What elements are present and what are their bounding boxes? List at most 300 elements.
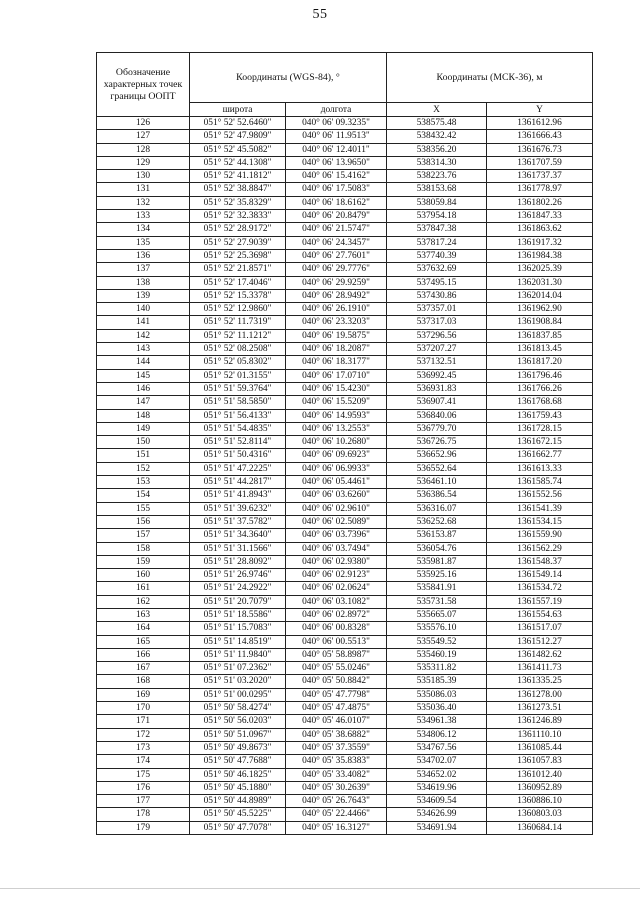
y-cell: 1361335.25 — [487, 675, 593, 688]
longitude-cell: 040° 05' 55.0246" — [286, 662, 387, 675]
point-number: 168 — [97, 675, 190, 688]
table-row — [97, 196, 593, 209]
table-row — [97, 595, 593, 608]
y-cell: 1362031.30 — [487, 276, 593, 289]
point-number: 176 — [97, 781, 190, 794]
y-cell: 1361559.90 — [487, 529, 593, 542]
longitude-cell: 040° 05' 46.0107" — [286, 715, 387, 728]
longitude-cell: 040° 05' 50.8842" — [286, 675, 387, 688]
table-row — [97, 422, 593, 435]
y-cell: 1361837.85 — [487, 329, 593, 342]
y-cell: 1362025.39 — [487, 263, 593, 276]
longitude-cell: 040° 06' 15.4162" — [286, 170, 387, 183]
longitude-cell: 040° 05' 35.8383" — [286, 755, 387, 768]
x-cell: 538059.84 — [387, 196, 487, 209]
longitude-cell: 040° 06' 20.8479" — [286, 210, 387, 223]
x-cell: 535665.07 — [387, 608, 487, 621]
header-y: Y — [487, 103, 593, 117]
longitude-cell: 040° 06' 27.7601" — [286, 249, 387, 262]
point-number: 128 — [97, 143, 190, 156]
latitude-cell: 051° 52' 17.4046" — [190, 276, 286, 289]
point-number: 165 — [97, 635, 190, 648]
table-row — [97, 675, 593, 688]
longitude-cell: 040° 06' 03.1082" — [286, 595, 387, 608]
y-cell: 1361549.14 — [487, 569, 593, 582]
table-row — [97, 755, 593, 768]
point-number: 140 — [97, 303, 190, 316]
x-cell: 535731.58 — [387, 595, 487, 608]
latitude-cell: 051° 52' 45.5082" — [190, 143, 286, 156]
x-cell: 534652.02 — [387, 768, 487, 781]
longitude-cell: 040° 05' 47.4875" — [286, 702, 387, 715]
y-cell: 1361728.15 — [487, 422, 593, 435]
longitude-cell: 040° 06' 15.4230" — [286, 382, 387, 395]
latitude-cell: 051° 51' 47.2225" — [190, 462, 286, 475]
longitude-cell: 040° 06' 03.7494" — [286, 542, 387, 555]
x-cell: 535311.82 — [387, 662, 487, 675]
point-number: 164 — [97, 622, 190, 635]
x-cell: 537954.18 — [387, 210, 487, 223]
x-cell: 536552.64 — [387, 462, 487, 475]
point-number: 127 — [97, 130, 190, 143]
x-cell: 534806.12 — [387, 728, 487, 741]
y-cell: 1361273.51 — [487, 702, 593, 715]
point-number: 151 — [97, 449, 190, 462]
y-cell: 1360952.89 — [487, 781, 593, 794]
header-wgs84-coordinates: Координаты (WGS-84), ° — [190, 53, 387, 103]
y-cell: 1361666.43 — [487, 130, 593, 143]
longitude-cell: 040° 06' 09.3235" — [286, 117, 387, 130]
latitude-cell: 051° 52' 44.1308" — [190, 156, 286, 169]
point-number: 132 — [97, 196, 190, 209]
table-row — [97, 249, 593, 262]
x-cell: 537317.03 — [387, 316, 487, 329]
y-cell: 1361554.63 — [487, 608, 593, 621]
longitude-cell: 040° 06' 02.9380" — [286, 555, 387, 568]
point-number: 163 — [97, 608, 190, 621]
table-row — [97, 409, 593, 422]
x-cell: 536153.87 — [387, 529, 487, 542]
latitude-cell: 051° 52' 25.3698" — [190, 249, 286, 262]
table-row — [97, 263, 593, 276]
latitude-cell: 051° 52' 28.9172" — [190, 223, 286, 236]
latitude-cell: 051° 50' 51.0967" — [190, 728, 286, 741]
latitude-cell: 051° 52' 41.1812" — [190, 170, 286, 183]
longitude-cell: 040° 06' 09.6923" — [286, 449, 387, 462]
y-cell: 1361768.68 — [487, 396, 593, 409]
latitude-cell: 051° 51' 26.9746" — [190, 569, 286, 582]
x-cell: 536652.96 — [387, 449, 487, 462]
longitude-cell: 040° 05' 33.4082" — [286, 768, 387, 781]
table-row — [97, 117, 593, 130]
longitude-cell: 040° 06' 14.9593" — [286, 409, 387, 422]
table-row — [97, 236, 593, 249]
latitude-cell: 051° 50' 44.8989" — [190, 795, 286, 808]
latitude-cell: 051° 51' 41.8943" — [190, 489, 286, 502]
longitude-cell: 040° 06' 02.0624" — [286, 582, 387, 595]
point-number: 177 — [97, 795, 190, 808]
point-number: 136 — [97, 249, 190, 262]
point-number: 172 — [97, 728, 190, 741]
table-row — [97, 768, 593, 781]
x-cell: 535576.10 — [387, 622, 487, 635]
x-cell: 538575.48 — [387, 117, 487, 130]
x-cell: 534961.38 — [387, 715, 487, 728]
longitude-cell: 040° 05' 30.2639" — [286, 781, 387, 794]
latitude-cell: 051° 52' 15.3378" — [190, 289, 286, 302]
table-row — [97, 223, 593, 236]
longitude-cell: 040° 06' 10.2680" — [286, 436, 387, 449]
latitude-cell: 051° 52' 01.3155" — [190, 369, 286, 382]
latitude-cell: 051° 51' 15.7083" — [190, 622, 286, 635]
table-row — [97, 210, 593, 223]
x-cell: 537495.15 — [387, 276, 487, 289]
table-row — [97, 369, 593, 382]
x-cell: 535086.03 — [387, 688, 487, 701]
x-cell: 537632.69 — [387, 263, 487, 276]
point-number: 160 — [97, 569, 190, 582]
latitude-cell: 051° 51' 44.2817" — [190, 476, 286, 489]
y-cell: 1361707.59 — [487, 156, 593, 169]
y-cell: 1361802.26 — [487, 196, 593, 209]
point-number: 170 — [97, 702, 190, 715]
point-number: 155 — [97, 502, 190, 515]
table-row — [97, 529, 593, 542]
latitude-cell: 051° 50' 45.5225" — [190, 808, 286, 821]
x-cell: 535981.87 — [387, 555, 487, 568]
point-number: 174 — [97, 755, 190, 768]
longitude-cell: 040° 06' 00.5513" — [286, 635, 387, 648]
point-number: 133 — [97, 210, 190, 223]
latitude-cell: 051° 50' 56.0203" — [190, 715, 286, 728]
longitude-cell: 040° 05' 58.8987" — [286, 648, 387, 661]
y-cell: 1361847.33 — [487, 210, 593, 223]
point-number: 162 — [97, 595, 190, 608]
point-number: 139 — [97, 289, 190, 302]
longitude-cell: 040° 06' 19.5875" — [286, 329, 387, 342]
y-cell: 1361085.44 — [487, 741, 593, 754]
y-cell: 1360684.14 — [487, 821, 593, 834]
x-cell: 536992.45 — [387, 369, 487, 382]
x-cell: 536840.06 — [387, 409, 487, 422]
table-row — [97, 515, 593, 528]
longitude-cell: 040° 06' 28.9492" — [286, 289, 387, 302]
latitude-cell: 051° 51' 54.4835" — [190, 422, 286, 435]
latitude-cell: 051° 52' 47.9809" — [190, 130, 286, 143]
longitude-cell: 040° 06' 06.9933" — [286, 462, 387, 475]
y-cell: 1361676.73 — [487, 143, 593, 156]
table-row — [97, 808, 593, 821]
table-row — [97, 635, 593, 648]
y-cell: 1360803.03 — [487, 808, 593, 821]
y-cell: 1361557.19 — [487, 595, 593, 608]
y-cell: 1361552.56 — [487, 489, 593, 502]
y-cell: 1361012.40 — [487, 768, 593, 781]
x-cell: 536907.41 — [387, 396, 487, 409]
page-bottom-rule — [0, 888, 640, 889]
table-row — [97, 648, 593, 661]
longitude-cell: 040° 05' 37.3559" — [286, 741, 387, 754]
point-number: 154 — [97, 489, 190, 502]
x-cell: 535036.40 — [387, 702, 487, 715]
table-row — [97, 329, 593, 342]
longitude-cell: 040° 06' 11.9513" — [286, 130, 387, 143]
table-row — [97, 795, 593, 808]
y-cell: 1361534.15 — [487, 515, 593, 528]
y-cell: 1360886.10 — [487, 795, 593, 808]
longitude-cell: 040° 06' 02.5089" — [286, 515, 387, 528]
table-row — [97, 715, 593, 728]
x-cell: 536252.68 — [387, 515, 487, 528]
y-cell: 1361482.62 — [487, 648, 593, 661]
latitude-cell: 051° 52' 21.8571" — [190, 263, 286, 276]
table-row — [97, 662, 593, 675]
x-cell: 538356.20 — [387, 143, 487, 156]
point-number: 135 — [97, 236, 190, 249]
longitude-cell: 040° 06' 00.8328" — [286, 622, 387, 635]
latitude-cell: 051° 51' 00.0295" — [190, 688, 286, 701]
x-cell: 536386.54 — [387, 489, 487, 502]
y-cell: 1361541.39 — [487, 502, 593, 515]
longitude-cell: 040° 06' 18.6162" — [286, 196, 387, 209]
longitude-cell: 040° 06' 18.2087" — [286, 343, 387, 356]
latitude-cell: 051° 50' 47.7078" — [190, 821, 286, 834]
longitude-cell: 040° 06' 26.1910" — [286, 303, 387, 316]
page-number: 55 — [312, 7, 328, 22]
longitude-cell: 040° 06' 23.3203" — [286, 316, 387, 329]
longitude-cell: 040° 06' 05.4461" — [286, 476, 387, 489]
point-number: 171 — [97, 715, 190, 728]
x-cell: 535185.39 — [387, 675, 487, 688]
table-row — [97, 170, 593, 183]
table-row — [97, 622, 593, 635]
y-cell: 1362014.04 — [487, 289, 593, 302]
point-number: 148 — [97, 409, 190, 422]
point-number: 158 — [97, 542, 190, 555]
x-cell: 535841.91 — [387, 582, 487, 595]
y-cell: 1361863.62 — [487, 223, 593, 236]
y-cell: 1361562.29 — [487, 542, 593, 555]
table-row — [97, 569, 593, 582]
point-number: 175 — [97, 768, 190, 781]
latitude-cell: 051° 50' 47.7688" — [190, 755, 286, 768]
table-row — [97, 356, 593, 369]
longitude-cell: 040° 06' 12.4011" — [286, 143, 387, 156]
table-row — [97, 289, 593, 302]
latitude-cell: 051° 50' 46.1825" — [190, 768, 286, 781]
latitude-cell: 051° 52' 35.8329" — [190, 196, 286, 209]
x-cell: 534626.99 — [387, 808, 487, 821]
point-number: 146 — [97, 382, 190, 395]
longitude-cell: 040° 06' 21.5747" — [286, 223, 387, 236]
table-row — [97, 741, 593, 754]
point-number: 126 — [97, 117, 190, 130]
point-number: 137 — [97, 263, 190, 276]
x-cell: 536054.76 — [387, 542, 487, 555]
y-cell: 1361512.27 — [487, 635, 593, 648]
latitude-cell: 051° 51' 28.8092" — [190, 555, 286, 568]
table-row — [97, 462, 593, 475]
coordinates-table — [96, 52, 593, 835]
x-cell: 538432.42 — [387, 130, 487, 143]
longitude-cell: 040° 06' 13.9650" — [286, 156, 387, 169]
point-number: 145 — [97, 369, 190, 382]
header-latitude: широта — [190, 103, 286, 117]
y-cell: 1361778.97 — [487, 183, 593, 196]
x-cell: 536461.10 — [387, 476, 487, 489]
longitude-cell: 040° 05' 22.4466" — [286, 808, 387, 821]
y-cell: 1361917.32 — [487, 236, 593, 249]
x-cell: 537207.27 — [387, 343, 487, 356]
y-cell: 1361534.72 — [487, 582, 593, 595]
latitude-cell: 051° 51' 24.2922" — [190, 582, 286, 595]
latitude-cell: 051° 51' 20.7079" — [190, 595, 286, 608]
x-cell: 537296.56 — [387, 329, 487, 342]
point-number: 131 — [97, 183, 190, 196]
longitude-cell: 040° 06' 03.6260" — [286, 489, 387, 502]
x-cell: 538223.76 — [387, 170, 487, 183]
y-cell: 1361278.00 — [487, 688, 593, 701]
point-number: 134 — [97, 223, 190, 236]
point-number: 167 — [97, 662, 190, 675]
y-cell: 1361612.96 — [487, 117, 593, 130]
point-number: 130 — [97, 170, 190, 183]
latitude-cell: 051° 51' 14.8519" — [190, 635, 286, 648]
header-msk36-coordinates: Координаты (МСК-36), м — [387, 53, 593, 103]
longitude-cell: 040° 06' 02.8972" — [286, 608, 387, 621]
table-row — [97, 555, 593, 568]
y-cell: 1361613.33 — [487, 462, 593, 475]
y-cell: 1361766.26 — [487, 382, 593, 395]
y-cell: 1361548.37 — [487, 555, 593, 568]
point-number: 141 — [97, 316, 190, 329]
y-cell: 1361817.20 — [487, 356, 593, 369]
y-cell: 1361813.45 — [487, 343, 593, 356]
table-row — [97, 396, 593, 409]
table-row — [97, 821, 593, 834]
x-cell: 537430.86 — [387, 289, 487, 302]
x-cell: 536931.83 — [387, 382, 487, 395]
table-row — [97, 582, 593, 595]
longitude-cell: 040° 06' 17.0710" — [286, 369, 387, 382]
longitude-cell: 040° 05' 16.3127" — [286, 821, 387, 834]
latitude-cell: 051° 52' 11.7319" — [190, 316, 286, 329]
longitude-cell: 040° 06' 18.3177" — [286, 356, 387, 369]
longitude-cell: 040° 06' 17.5083" — [286, 183, 387, 196]
y-cell: 1361672.15 — [487, 436, 593, 449]
x-cell: 538153.68 — [387, 183, 487, 196]
point-number: 149 — [97, 422, 190, 435]
y-cell: 1361908.84 — [487, 316, 593, 329]
header-longitude: долгота — [286, 103, 387, 117]
point-number: 153 — [97, 476, 190, 489]
latitude-cell: 051° 52' 38.8847" — [190, 183, 286, 196]
latitude-cell: 051° 52' 52.6460" — [190, 117, 286, 130]
x-cell: 538314.30 — [387, 156, 487, 169]
latitude-cell: 051° 52' 08.2508" — [190, 343, 286, 356]
x-cell: 534767.56 — [387, 741, 487, 754]
x-cell: 534691.94 — [387, 821, 487, 834]
table-row — [97, 183, 593, 196]
x-cell: 535925.16 — [387, 569, 487, 582]
y-cell: 1361110.10 — [487, 728, 593, 741]
table-row — [97, 728, 593, 741]
x-cell: 536726.75 — [387, 436, 487, 449]
y-cell: 1361246.89 — [487, 715, 593, 728]
x-cell: 536316.07 — [387, 502, 487, 515]
table-row — [97, 476, 593, 489]
table-row — [97, 608, 593, 621]
point-number: 173 — [97, 741, 190, 754]
point-number: 152 — [97, 462, 190, 475]
latitude-cell: 051° 50' 58.4274" — [190, 702, 286, 715]
point-number: 142 — [97, 329, 190, 342]
x-cell: 537847.38 — [387, 223, 487, 236]
table-row — [97, 276, 593, 289]
table-row — [97, 781, 593, 794]
latitude-cell: 051° 51' 34.3640" — [190, 529, 286, 542]
table-row — [97, 343, 593, 356]
latitude-cell: 051° 51' 59.3764" — [190, 382, 286, 395]
latitude-cell: 051° 50' 49.8673" — [190, 741, 286, 754]
latitude-cell: 051° 50' 45.1880" — [190, 781, 286, 794]
latitude-cell: 051° 51' 50.4316" — [190, 449, 286, 462]
longitude-cell: 040° 06' 02.9610" — [286, 502, 387, 515]
point-number: 138 — [97, 276, 190, 289]
point-number: 129 — [97, 156, 190, 169]
table-row — [97, 156, 593, 169]
y-cell: 1361737.37 — [487, 170, 593, 183]
latitude-cell: 051° 51' 52.8114" — [190, 436, 286, 449]
point-number: 150 — [97, 436, 190, 449]
x-cell: 534702.07 — [387, 755, 487, 768]
point-number: 166 — [97, 648, 190, 661]
table-row — [97, 316, 593, 329]
longitude-cell: 040° 05' 38.6882" — [286, 728, 387, 741]
y-cell: 1361759.43 — [487, 409, 593, 422]
y-cell: 1361057.83 — [487, 755, 593, 768]
latitude-cell: 051° 51' 37.5782" — [190, 515, 286, 528]
latitude-cell: 051° 51' 18.5586" — [190, 608, 286, 621]
point-number: 143 — [97, 343, 190, 356]
table-row — [97, 130, 593, 143]
latitude-cell: 051° 51' 58.5850" — [190, 396, 286, 409]
latitude-cell: 051° 51' 39.6232" — [190, 502, 286, 515]
x-cell: 537132.51 — [387, 356, 487, 369]
table-row — [97, 542, 593, 555]
table-row — [97, 489, 593, 502]
point-number: 147 — [97, 396, 190, 409]
table-row — [97, 436, 593, 449]
point-number: 157 — [97, 529, 190, 542]
header-x: X — [387, 103, 487, 117]
longitude-cell: 040° 05' 26.7643" — [286, 795, 387, 808]
x-cell: 535549.52 — [387, 635, 487, 648]
latitude-cell: 051° 52' 32.3833" — [190, 210, 286, 223]
x-cell: 534619.96 — [387, 781, 487, 794]
x-cell: 537357.01 — [387, 303, 487, 316]
y-cell: 1361517.07 — [487, 622, 593, 635]
latitude-cell: 051° 52' 11.1212" — [190, 329, 286, 342]
longitude-cell: 040° 06' 29.7776" — [286, 263, 387, 276]
latitude-cell: 051° 51' 31.1566" — [190, 542, 286, 555]
latitude-cell: 051° 51' 03.2020" — [190, 675, 286, 688]
y-cell: 1361585.74 — [487, 476, 593, 489]
y-cell: 1361796.46 — [487, 369, 593, 382]
longitude-cell: 040° 06' 29.9259" — [286, 276, 387, 289]
point-number: 179 — [97, 821, 190, 834]
longitude-cell: 040° 06' 13.2553" — [286, 422, 387, 435]
